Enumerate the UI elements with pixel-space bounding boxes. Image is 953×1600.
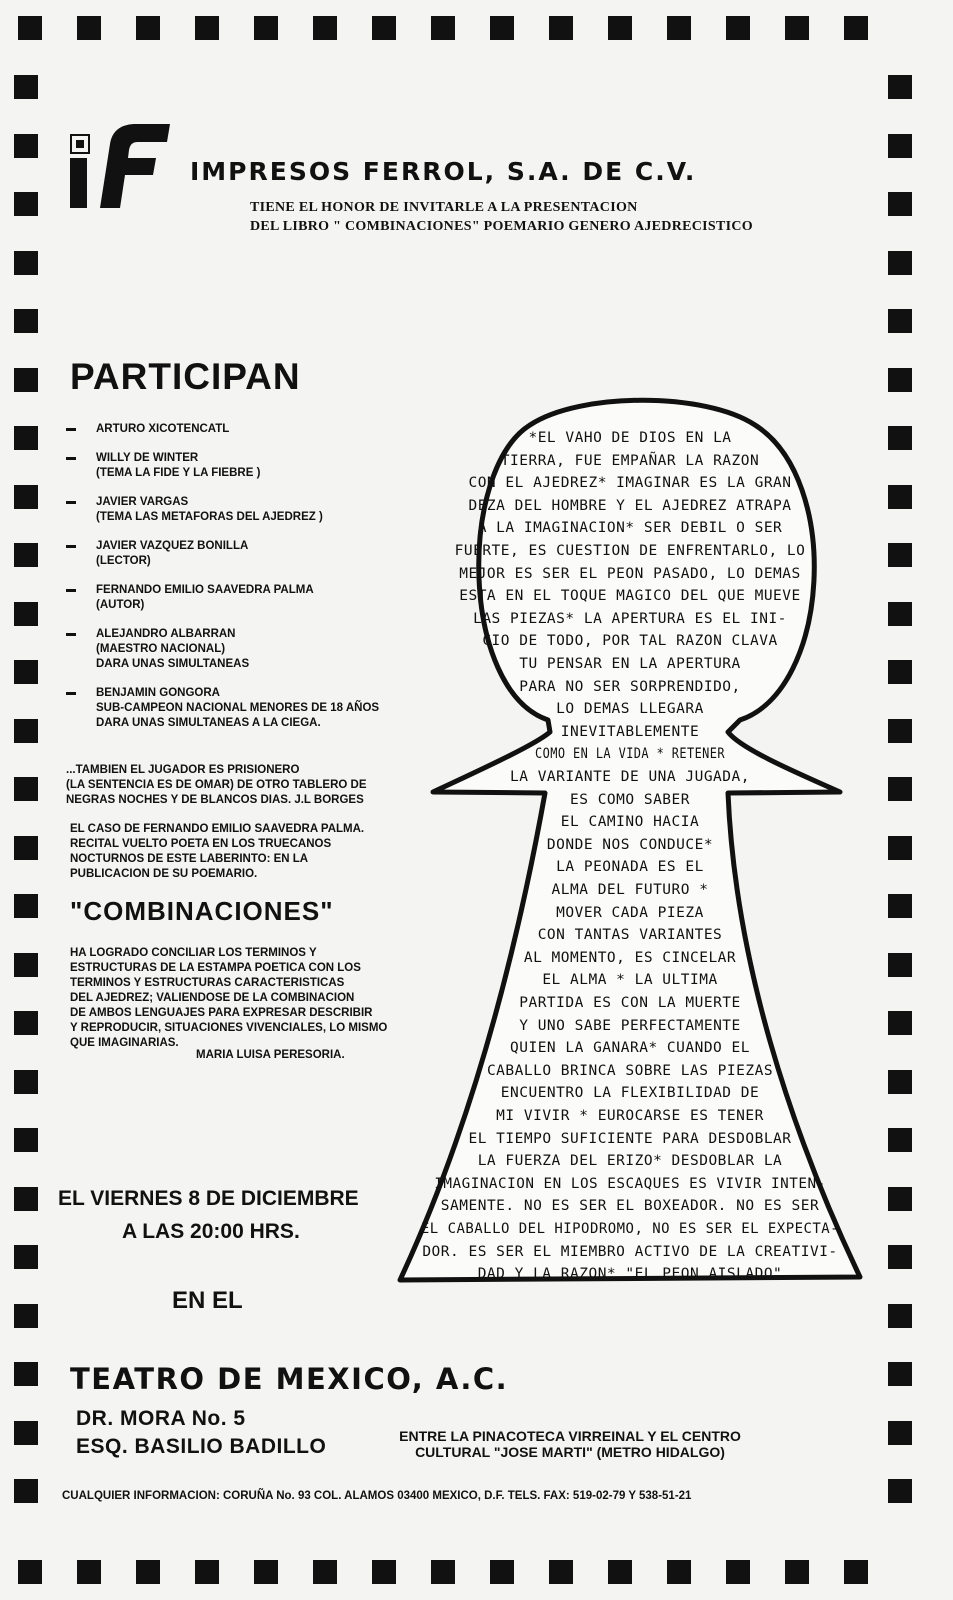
poem-line: Y UNO SABE PERFECTAMENTE <box>519 1017 741 1034</box>
quote-line: (LA SENTENCIA ES DE OMAR) DE OTRO TABLERO DE <box>66 779 367 791</box>
poem-line: EL TIEMPO SUFICIENTE PARA DESDOBLAR <box>468 1130 792 1147</box>
poem-line: TU PENSAR EN LA APERTURA <box>519 656 741 672</box>
venue-address-line-1: DR. MORA No. 5 <box>76 1407 246 1430</box>
review-line: DE AMBOS LENGUAJES PARA EXPRESAR DESCRIBIR <box>70 1007 373 1019</box>
between-line: ENTRE LA PINACOTECA VIRREINAL Y EL CENTRO <box>399 1428 741 1444</box>
poem-line: LA FUERZA DEL ERIZO* DESDOBLAR LA <box>477 1153 783 1170</box>
review-line: ESTRUCTURAS DE LA ESTAMPA POETICA CON LOS <box>70 962 361 974</box>
review-author: MARIA LUISA PERESORIA. <box>196 1049 345 1061</box>
poem-line: TIERRA, FUE EMPAÑAR LA RAZON <box>500 452 760 469</box>
poem-line: EL ALMA * LA ULTIMA <box>542 972 718 989</box>
participant-line: (TEMA LA FIDE Y LA FIEBRE ) <box>96 467 261 479</box>
participant-line: DARA UNAS SIMULTANEAS A LA CIEGA. <box>96 717 321 729</box>
between-line: CULTURAL "JOSE MARTI" (METRO HIDALGO) <box>415 1444 725 1460</box>
poem-line: FUERTE, ES CUESTION DE ENFRENTARLO, LO <box>454 543 806 559</box>
participant-line: DARA UNAS SIMULTANEAS <box>96 658 250 670</box>
poem-line: LAS PIEZAS* LA APERTURA ES EL INI- <box>473 610 787 627</box>
invitation-line-1: TIENE EL HONOR DE INVITARLE A LA PRESENTACION <box>250 200 638 215</box>
participant-line: WILLY DE WINTER <box>96 452 199 464</box>
participant-line: JAVIER VAZQUEZ BONILLA <box>96 540 249 552</box>
poem-line: DEZA DEL HOMBRE Y EL AJEDREZ ATRAPA <box>468 497 792 514</box>
review-line: HA LOGRADO CONCILIAR LOS TERMINOS Y <box>70 947 317 959</box>
invitation-line-2: DEL LIBRO " COMBINACIONES" POEMARIO GENERO AJEDRECISTICO <box>250 219 753 234</box>
poem-line: PARTIDA ES CON LA MUERTE <box>519 995 741 1011</box>
quote-line: ...TAMBIEN EL JUGADOR ES PRISIONERO <box>66 764 300 776</box>
participant-line: ARTURO XICOTENCATL <box>96 423 230 435</box>
footer-contact: CUALQUIER INFORMACION: CORUÑA No. 93 COL. ALAMOS 03400 MEXICO, D.F. TELS. FAX: 519-02-79 Y 538-51-21 <box>62 1490 692 1502</box>
participant-line: ALEJANDRO ALBARRAN <box>96 628 236 640</box>
poem-line: MOVER CADA PIEZA <box>556 904 704 921</box>
poem-line: DOR. ES SER EL MIEMBRO ACTIVO DE LA CREATIVI- <box>422 1243 838 1260</box>
review-line: DEL AJEDREZ; VALIENDOSE DE LA COMBINACION <box>70 992 355 1004</box>
caso-line: EL CASO DE FERNANDO EMILIO SAAVEDRA PALMA. <box>70 823 365 835</box>
poem-line: LA PEONADA ES EL <box>556 859 704 876</box>
participant-line: (AUTOR) <box>96 599 145 611</box>
poem-line: SAMENTE. NO ES SER EL BOXEADOR. NO ES SER <box>440 1198 820 1215</box>
poem-line: AL MOMENTO, ES CINCELAR <box>523 949 737 966</box>
poem-line: EL CAMINO HACIA <box>560 814 700 831</box>
event-en-el: EN EL <box>172 1287 243 1314</box>
poem-line: DAD Y LA RAZON* "EL PEON AISLADO" <box>477 1266 783 1283</box>
caso-line: PUBLICACION DE SU POEMARIO. <box>70 868 258 880</box>
participant-line: BENJAMIN GONGORA <box>96 687 220 699</box>
participant-line: (LECTOR) <box>96 555 151 567</box>
participant-line: FERNANDO EMILIO SAAVEDRA PALMA <box>96 584 314 596</box>
caso-line: RECITAL VUELTO POETA EN LOS TRUECANOS <box>70 838 332 850</box>
poem-line: MEJOR ES SER EL PEON PASADO, LO DEMAS <box>459 565 801 582</box>
poem-line: CIO DE TODO, POR TAL RAZON CLAVA <box>482 633 778 650</box>
poem-line: INEVITABLEMENTE <box>560 723 700 740</box>
poem-line: ESTA EN EL TOQUE MAGICO DEL QUE MUEVE <box>459 588 801 605</box>
participant-line: JAVIER VARGAS <box>96 496 189 508</box>
venue-name: TEATRO DE MEXICO, A.C. <box>70 1362 509 1396</box>
review-line: Y REPRODUCIR, SITUACIONES VIVENCIALES, LO MISMO <box>70 1022 388 1034</box>
review-line: QUE IMAGINARIAS. <box>70 1037 179 1049</box>
participant-line: (MAESTRO NACIONAL) <box>96 643 226 655</box>
poem-line: CABALLO BRINCA SOBRE LAS PIEZAS <box>486 1062 774 1079</box>
poem-line: CON TANTAS VARIANTES <box>537 927 723 944</box>
poem-line: PARA NO SER SORPRENDIDO, <box>519 678 741 695</box>
book-title: "COMBINACIONES" <box>70 896 334 926</box>
poem-line: LO DEMAS LLEGARA <box>556 701 704 718</box>
poem-line: *EL VAHO DE DIOS EN LA <box>528 430 732 446</box>
company-name: IMPRESOS FERROL, S.A. DE C.V. <box>190 157 697 186</box>
poem-line: COMO EN LA VIDA * RETENER <box>535 746 725 763</box>
poem-line: CON EL AJEDREZ* IMAGINAR ES LA GRAN <box>468 475 792 492</box>
poem-line: IMAGINACION EN LOS ESCAQUES ES VIVIR INTEN- <box>434 1175 826 1192</box>
poem-line: ES COMO SABER <box>570 791 690 808</box>
quote-line: NEGRAS NOCHES Y DE BLANCOS DIAS. J.L BORGES <box>66 794 364 806</box>
participant-line: (TEMA LAS METAFORAS DEL AJEDREZ ) <box>96 511 323 523</box>
poem-line: QUIEN LA GANARA* CUANDO EL <box>510 1040 750 1057</box>
participant-line: SUB-CAMPEON NACIONAL MENORES DE 18 AÑOS <box>96 702 380 714</box>
poem-line: EL CABALLO DEL HIPODROMO, NO ES SER EL EXPECTA- <box>420 1221 840 1237</box>
participan-heading: PARTICIPAN <box>70 356 301 397</box>
poem-line: DONDE NOS CONDUCE* <box>546 836 714 853</box>
poem-line: ALMA DEL FUTURO * <box>551 882 709 898</box>
poem-line: MI VIVIR * EUROCARSE ES TENER <box>496 1108 764 1124</box>
caso-line: NOCTURNOS DE ESTE LABERINTO: EN LA <box>70 853 309 865</box>
venue-address-line-2: ESQ. BASILIO BADILLO <box>76 1435 327 1458</box>
event-date: EL VIERNES 8 DE DICIEMBRE <box>58 1187 359 1210</box>
review-line: TERMINOS Y ESTRUCTURAS CARACTERISTICAS <box>70 977 345 989</box>
poem-line: A LA IMAGINACION* SER DEBIL O SER <box>477 520 783 537</box>
poem-line: ENCUENTRO LA FLEXIBILIDAD DE <box>500 1085 760 1102</box>
poem-line: LA VARIANTE DE UNA JUGADA, <box>510 769 750 785</box>
event-time: A LAS 20:00 HRS. <box>122 1220 300 1243</box>
